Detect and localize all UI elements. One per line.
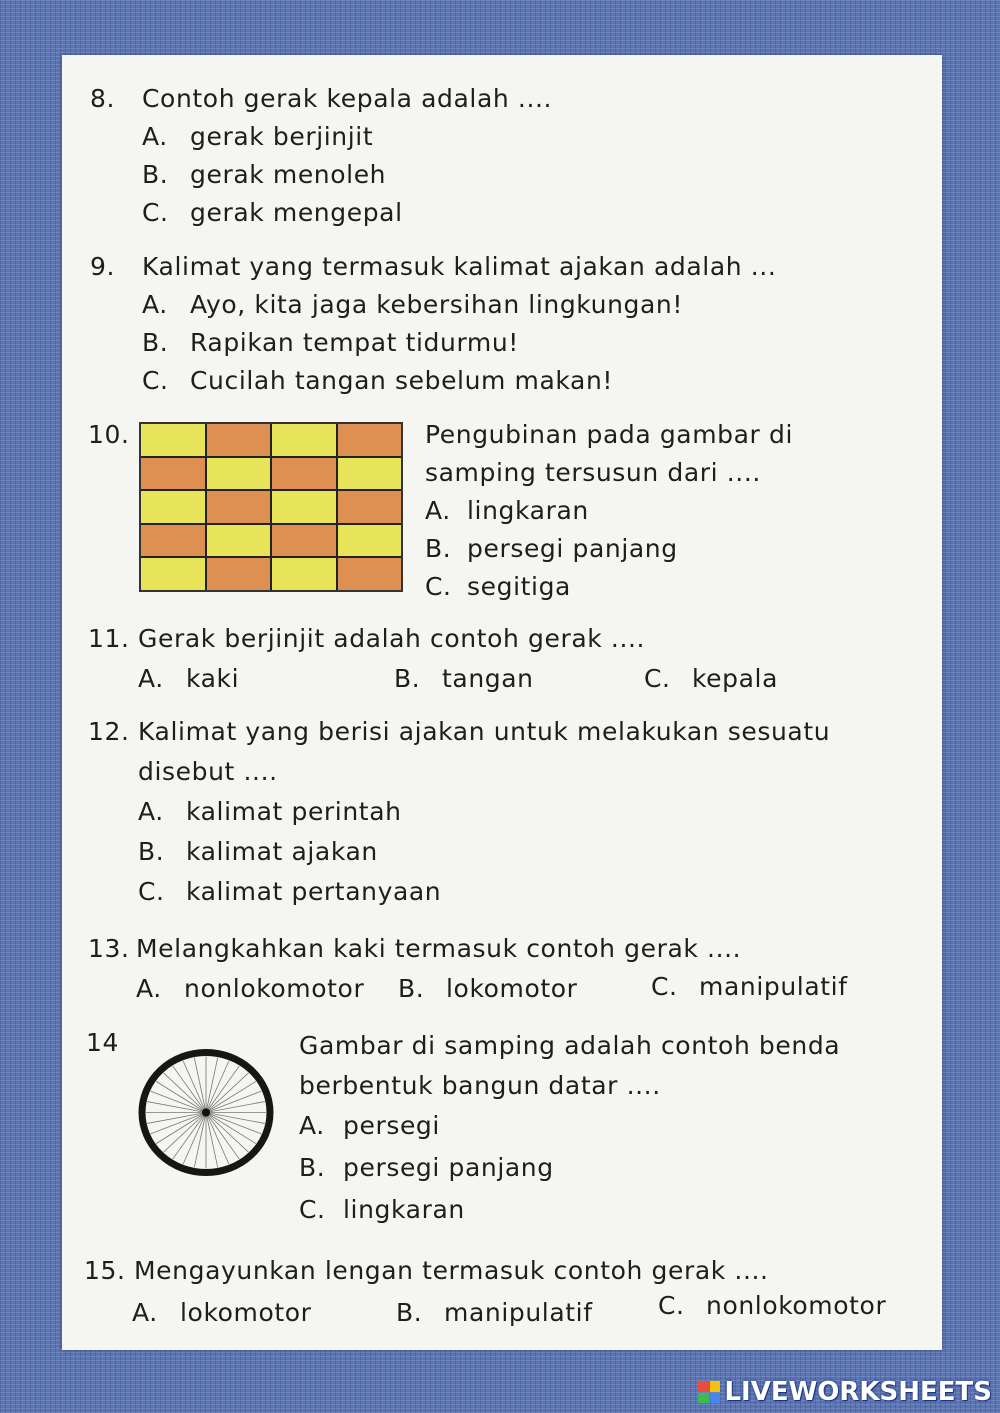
orange-tile	[272, 458, 336, 490]
option-b[interactable]: B. lokomotor	[398, 974, 578, 1003]
question-text-line-2: samping tersusun dari ....	[425, 458, 761, 487]
option-b[interactable]: B. gerak menoleh	[142, 160, 387, 189]
option-c[interactable]: C. nonlokomotor	[658, 1291, 887, 1320]
question-number: 11.	[88, 624, 130, 653]
option-a[interactable]: A. lokomotor	[132, 1298, 312, 1327]
question-text: Kalimat yang termasuk kalimat ajakan adalah ...	[142, 252, 777, 281]
question-text-line-1: Pengubinan pada gambar di	[425, 420, 793, 449]
yellow-tile	[272, 558, 336, 590]
option-a[interactable]: A. nonlokomotor	[136, 974, 365, 1003]
orange-tile	[338, 558, 402, 590]
orange-tile	[207, 558, 271, 590]
orange-tile	[338, 491, 402, 523]
option-c[interactable]: C. kepala	[644, 664, 779, 693]
option-a[interactable]: A. kaki	[138, 664, 240, 693]
watermark-text: LIVEWORKSHEETS	[724, 1377, 992, 1407]
question-number: 14	[86, 1028, 120, 1057]
question-text: Mengayunkan lengan termasuk contoh gerak ....	[134, 1256, 769, 1285]
option-b[interactable]: B. kalimat ajakan	[138, 837, 378, 866]
yellow-tile	[207, 458, 271, 490]
liveworksheets-logo-icon	[698, 1381, 720, 1403]
orange-tile	[207, 424, 271, 456]
option-c[interactable]: C. manipulatif	[651, 972, 848, 1001]
option-a[interactable]: A. kalimat perintah	[138, 797, 402, 826]
option-c[interactable]: C. segitiga	[425, 572, 571, 601]
question-number: 12.	[88, 717, 130, 746]
yellow-tile	[207, 525, 271, 557]
question-text-line-2: berbentuk bangun datar ....	[299, 1071, 661, 1100]
option-b[interactable]: B. Rapikan tempat tidurmu!	[142, 328, 519, 357]
question-text-line-1: Gambar di samping adalah contoh benda	[299, 1031, 841, 1060]
yellow-tile	[141, 558, 205, 590]
option-a[interactable]: A. gerak berjinjit	[142, 122, 374, 151]
wheel-image	[135, 1045, 277, 1180]
question-text: Melangkahkan kaki termasuk contoh gerak ....	[136, 934, 742, 963]
tiling-image	[139, 422, 403, 592]
orange-tile	[272, 525, 336, 557]
yellow-tile	[272, 491, 336, 523]
option-b[interactable]: B. manipulatif	[396, 1298, 593, 1327]
question-number: 8.	[90, 84, 116, 113]
yellow-tile	[338, 525, 402, 557]
option-c[interactable]: C. Cucilah tangan sebelum makan!	[142, 366, 614, 395]
orange-tile	[207, 491, 271, 523]
question-text-line-2: disebut ....	[138, 757, 278, 786]
orange-tile	[141, 458, 205, 490]
question-number: 13.	[88, 934, 130, 963]
option-a[interactable]: A. Ayo, kita jaga kebersihan lingkungan!	[142, 290, 683, 319]
option-c[interactable]: C. kalimat pertanyaan	[138, 877, 442, 906]
yellow-tile	[141, 491, 205, 523]
option-a[interactable]: A. lingkaran	[425, 496, 589, 525]
option-c[interactable]: C. lingkaran	[299, 1195, 465, 1224]
question-text: Gerak berjinjit adalah contoh gerak ....	[138, 624, 646, 653]
orange-tile	[141, 525, 205, 557]
option-a[interactable]: A. persegi	[299, 1111, 440, 1140]
question-number: 15.	[84, 1256, 126, 1285]
option-b[interactable]: B. persegi panjang	[299, 1153, 554, 1182]
question-text-line-1: Kalimat yang berisi ajakan untuk melakukan sesuatu	[138, 717, 831, 746]
option-c[interactable]: C. gerak mengepal	[142, 198, 403, 227]
question-number: 9.	[90, 252, 116, 281]
orange-tile	[338, 424, 402, 456]
yellow-tile	[141, 424, 205, 456]
question-text: Contoh gerak kepala adalah ....	[142, 84, 553, 113]
option-b[interactable]: B. persegi panjang	[425, 534, 678, 563]
yellow-tile	[272, 424, 336, 456]
question-number: 10.	[88, 420, 130, 449]
option-b[interactable]: B. tangan	[394, 664, 534, 693]
yellow-tile	[338, 458, 402, 490]
liveworksheets-watermark	[698, 1377, 992, 1407]
